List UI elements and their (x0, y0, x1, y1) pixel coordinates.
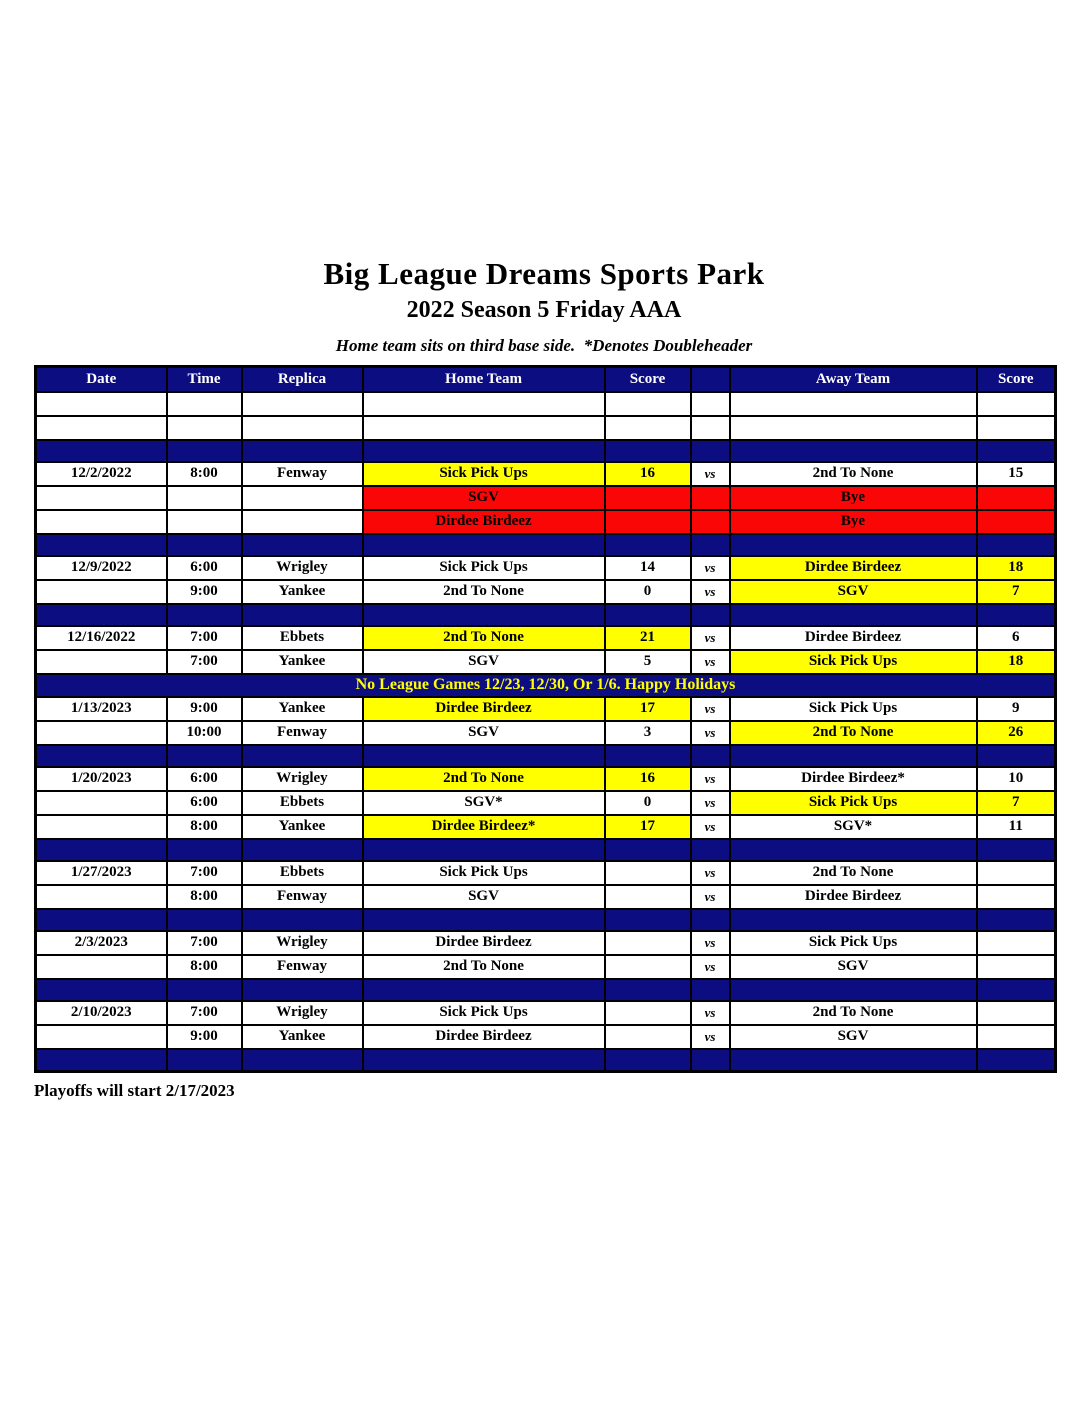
home-score-cell (605, 1001, 691, 1025)
cell (605, 416, 691, 440)
cell (730, 440, 977, 462)
header-row (36, 366, 1056, 392)
home-score-cell (605, 486, 691, 510)
date-cell (36, 1025, 167, 1049)
cell (691, 979, 730, 1001)
vs-cell: vs (691, 721, 730, 745)
blank-row (36, 416, 1056, 440)
date-cell: 12/2/2022 (36, 462, 167, 486)
cell (605, 839, 691, 861)
vs-cell (691, 510, 730, 534)
cell (691, 392, 730, 416)
replica-cell: Yankee (242, 580, 363, 604)
away-score-cell (977, 1025, 1056, 1049)
cell (730, 839, 977, 861)
date-cell: 12/9/2022 (36, 556, 167, 580)
vs-cell: vs (691, 931, 730, 955)
date-cell: 1/20/2023 (36, 767, 167, 791)
time-cell: 8:00 (167, 885, 242, 909)
schedule-table (34, 365, 1057, 1073)
cell (605, 534, 691, 556)
cell (242, 1049, 363, 1072)
separator-row (36, 909, 1056, 931)
cell (36, 392, 167, 416)
cell (977, 839, 1056, 861)
date-cell (36, 486, 167, 510)
cell (363, 1049, 605, 1072)
cell (242, 745, 363, 767)
home-score-cell: 0 (605, 791, 691, 815)
date-cell: 1/13/2023 (36, 697, 167, 721)
away-score-cell (977, 1001, 1056, 1025)
replica-cell: Yankee (242, 1025, 363, 1049)
replica-cell: Ebbets (242, 861, 363, 885)
away-score-cell: 7 (977, 580, 1056, 604)
cell (242, 979, 363, 1001)
home-team-cell: Dirdee Birdeez (363, 697, 605, 721)
blank-row (36, 392, 1056, 416)
cell (977, 745, 1056, 767)
cell (605, 440, 691, 462)
time-cell: 10:00 (167, 721, 242, 745)
date-cell: 1/27/2023 (36, 861, 167, 885)
away-team-cell: SGV (730, 1025, 977, 1049)
time-cell: 8:00 (167, 815, 242, 839)
cell (242, 440, 363, 462)
time-cell: 7:00 (167, 861, 242, 885)
time-cell: 6:00 (167, 791, 242, 815)
replica-cell (242, 486, 363, 510)
home-score-cell (605, 885, 691, 909)
cell (36, 979, 167, 1001)
away-score-cell: 18 (977, 556, 1056, 580)
replica-cell: Wrigley (242, 931, 363, 955)
cell (167, 392, 242, 416)
page-title: Big League Dreams Sports Park (323, 256, 765, 291)
cell (242, 839, 363, 861)
away-team-cell: 2nd To None (730, 462, 977, 486)
away-team-cell: 2nd To None (730, 721, 977, 745)
vs-cell: vs (691, 955, 730, 979)
game-row (36, 791, 1056, 815)
cell (167, 416, 242, 440)
cell (167, 839, 242, 861)
cell (730, 909, 977, 931)
cell (36, 440, 167, 462)
vs-cell: vs (691, 1025, 730, 1049)
cell (167, 745, 242, 767)
vs-cell: vs (691, 815, 730, 839)
home-score-cell: 17 (605, 697, 691, 721)
cell (36, 745, 167, 767)
cell (730, 979, 977, 1001)
home-team-cell: 2nd To None (363, 767, 605, 791)
column-header-score: Score (605, 366, 691, 392)
cell (36, 839, 167, 861)
column-header-score: Score (977, 366, 1056, 392)
vs-cell: vs (691, 861, 730, 885)
vs-cell (691, 486, 730, 510)
vs-cell: vs (691, 650, 730, 674)
cell (36, 604, 167, 626)
separator-row (36, 839, 1056, 861)
cell (605, 745, 691, 767)
cell (691, 440, 730, 462)
season-subtitle: 2022 Season 5 Friday AAA (406, 296, 682, 323)
cell (363, 839, 605, 861)
date-cell (36, 791, 167, 815)
date-cell: 12/16/2022 (36, 626, 167, 650)
separator-row (36, 440, 1056, 462)
game-row (36, 510, 1056, 534)
home-score-cell (605, 1025, 691, 1049)
cell (167, 440, 242, 462)
cell (167, 604, 242, 626)
cell (977, 979, 1056, 1001)
home-team-cell: 2nd To None (363, 580, 605, 604)
game-row (36, 626, 1056, 650)
away-team-cell: Dirdee Birdeez* (730, 767, 977, 791)
vs-cell: vs (691, 791, 730, 815)
home-score-cell: 5 (605, 650, 691, 674)
cell (167, 1049, 242, 1072)
cell (977, 604, 1056, 626)
cell (977, 392, 1056, 416)
game-row (36, 1001, 1056, 1025)
home-team-cell: SGV* (363, 791, 605, 815)
date-cell: 2/3/2023 (36, 931, 167, 955)
cell (242, 909, 363, 931)
cell (691, 909, 730, 931)
game-row (36, 556, 1056, 580)
home-team-cell: Dirdee Birdeez* (363, 815, 605, 839)
home-score-cell (605, 861, 691, 885)
game-row (36, 697, 1056, 721)
cell (730, 1049, 977, 1072)
home-team-cell: SGV (363, 486, 605, 510)
date-cell: 2/10/2023 (36, 1001, 167, 1025)
column-header-replica: Replica (242, 366, 363, 392)
cell (730, 392, 977, 416)
away-team-cell: SGV (730, 580, 977, 604)
away-score-cell: 6 (977, 626, 1056, 650)
cell (242, 416, 363, 440)
replica-cell: Fenway (242, 462, 363, 486)
home-team-cell: SGV (363, 650, 605, 674)
time-cell: 9:00 (167, 1025, 242, 1049)
cell (36, 1049, 167, 1072)
cell (363, 604, 605, 626)
separator-row (36, 979, 1056, 1001)
cell (730, 416, 977, 440)
home-score-cell (605, 510, 691, 534)
cell (242, 534, 363, 556)
game-row (36, 650, 1056, 674)
cell (691, 604, 730, 626)
vs-cell: vs (691, 885, 730, 909)
vs-cell: vs (691, 626, 730, 650)
away-team-cell: SGV (730, 955, 977, 979)
home-score-cell: 16 (605, 767, 691, 791)
date-cell (36, 815, 167, 839)
replica-cell: Wrigley (242, 556, 363, 580)
cell (167, 979, 242, 1001)
away-score-cell (977, 510, 1056, 534)
away-team-cell: Bye (730, 486, 977, 510)
time-cell: 8:00 (167, 462, 242, 486)
cell (691, 839, 730, 861)
separator-row (36, 1049, 1056, 1072)
column-header-date: Date (36, 366, 167, 392)
game-row (36, 815, 1056, 839)
game-row (36, 721, 1056, 745)
date-cell (36, 510, 167, 534)
home-team-cell: Dirdee Birdeez (363, 510, 605, 534)
page-header (0, 0, 1088, 356)
cell (730, 534, 977, 556)
table-header (36, 366, 1056, 392)
time-cell: 6:00 (167, 767, 242, 791)
home-team-cell: Sick Pick Ups (363, 861, 605, 885)
column-header-home-team: Home Team (363, 366, 605, 392)
away-team-cell: Sick Pick Ups (730, 931, 977, 955)
away-score-cell (977, 955, 1056, 979)
game-row (36, 462, 1056, 486)
game-row (36, 955, 1056, 979)
game-row (36, 931, 1056, 955)
replica-cell: Wrigley (242, 1001, 363, 1025)
cell (605, 909, 691, 931)
away-score-cell: 9 (977, 697, 1056, 721)
home-team-cell: Sick Pick Ups (363, 556, 605, 580)
away-score-cell: 26 (977, 721, 1056, 745)
replica-cell: Fenway (242, 721, 363, 745)
time-cell: 9:00 (167, 697, 242, 721)
home-score-cell: 17 (605, 815, 691, 839)
replica-cell: Fenway (242, 885, 363, 909)
time-cell (167, 510, 242, 534)
vs-cell: vs (691, 767, 730, 791)
cell (691, 1049, 730, 1072)
cell (977, 1049, 1056, 1072)
home-team-cell: Dirdee Birdeez (363, 931, 605, 955)
away-score-cell: 7 (977, 791, 1056, 815)
away-team-cell: Dirdee Birdeez (730, 556, 977, 580)
cell (977, 440, 1056, 462)
home-team-note: Home team sits on third base side. *Denotes Doubleheader (335, 335, 753, 355)
away-team-cell: Dirdee Birdeez (730, 885, 977, 909)
vs-cell: vs (691, 580, 730, 604)
away-score-cell: 10 (977, 767, 1056, 791)
replica-cell: Yankee (242, 650, 363, 674)
vs-cell: vs (691, 697, 730, 721)
home-team-cell: SGV (363, 885, 605, 909)
cell (977, 416, 1056, 440)
column-header-vs (691, 366, 730, 392)
game-row (36, 885, 1056, 909)
game-row (36, 861, 1056, 885)
cell (167, 534, 242, 556)
away-score-cell (977, 931, 1056, 955)
home-score-cell: 16 (605, 462, 691, 486)
cell (363, 909, 605, 931)
away-score-cell (977, 885, 1056, 909)
game-row (36, 580, 1056, 604)
column-header-away-team: Away Team (730, 366, 977, 392)
replica-cell: Wrigley (242, 767, 363, 791)
cell (363, 392, 605, 416)
home-team-cell: Sick Pick Ups (363, 1001, 605, 1025)
cell (977, 909, 1056, 931)
cell (605, 392, 691, 416)
time-cell (167, 486, 242, 510)
vs-cell: vs (691, 556, 730, 580)
date-cell (36, 955, 167, 979)
time-cell: 9:00 (167, 580, 242, 604)
replica-cell: Yankee (242, 697, 363, 721)
holiday-notice-row (36, 674, 1056, 697)
away-score-cell: 11 (977, 815, 1056, 839)
separator-row (36, 604, 1056, 626)
home-score-cell (605, 955, 691, 979)
cell (605, 604, 691, 626)
away-team-cell: Dirdee Birdeez (730, 626, 977, 650)
away-score-cell (977, 861, 1056, 885)
time-cell: 7:00 (167, 626, 242, 650)
vs-cell: vs (691, 462, 730, 486)
date-cell (36, 885, 167, 909)
away-team-cell: Bye (730, 510, 977, 534)
time-cell: 6:00 (167, 556, 242, 580)
cell (363, 979, 605, 1001)
away-team-cell: Sick Pick Ups (730, 697, 977, 721)
cell (605, 979, 691, 1001)
cell (691, 416, 730, 440)
cell (36, 416, 167, 440)
cell (242, 392, 363, 416)
separator-row (36, 534, 1056, 556)
playoffs-note: Playoffs will start 2/17/2023 (34, 1080, 235, 1100)
cell (242, 604, 363, 626)
time-cell: 7:00 (167, 1001, 242, 1025)
table-body (36, 392, 1056, 1072)
game-row (36, 486, 1056, 510)
game-row (36, 1025, 1056, 1049)
date-cell (36, 721, 167, 745)
cell (605, 1049, 691, 1072)
cell (977, 534, 1056, 556)
replica-cell: Ebbets (242, 791, 363, 815)
cell (36, 534, 167, 556)
cell (36, 909, 167, 931)
cell (363, 745, 605, 767)
away-team-cell: 2nd To None (730, 1001, 977, 1025)
time-cell: 7:00 (167, 650, 242, 674)
home-team-cell: 2nd To None (363, 955, 605, 979)
cell (730, 745, 977, 767)
away-score-cell: 15 (977, 462, 1056, 486)
home-score-cell: 0 (605, 580, 691, 604)
vs-cell: vs (691, 1001, 730, 1025)
replica-cell: Yankee (242, 815, 363, 839)
away-team-cell: 2nd To None (730, 861, 977, 885)
away-score-cell (977, 486, 1056, 510)
cell (730, 604, 977, 626)
home-team-cell: Sick Pick Ups (363, 462, 605, 486)
home-team-cell: 2nd To None (363, 626, 605, 650)
time-cell: 8:00 (167, 955, 242, 979)
cell (691, 534, 730, 556)
time-cell: 7:00 (167, 931, 242, 955)
replica-cell: Ebbets (242, 626, 363, 650)
date-cell (36, 580, 167, 604)
away-team-cell: Sick Pick Ups (730, 791, 977, 815)
cell (363, 534, 605, 556)
home-score-cell (605, 931, 691, 955)
column-header-time: Time (167, 366, 242, 392)
home-team-cell: SGV (363, 721, 605, 745)
cell (691, 745, 730, 767)
home-score-cell: 14 (605, 556, 691, 580)
home-team-cell: Dirdee Birdeez (363, 1025, 605, 1049)
away-score-cell: 18 (977, 650, 1056, 674)
date-cell (36, 650, 167, 674)
home-score-cell: 3 (605, 721, 691, 745)
away-team-cell: SGV* (730, 815, 977, 839)
away-team-cell: Sick Pick Ups (730, 650, 977, 674)
cell (363, 416, 605, 440)
cell (363, 440, 605, 462)
cell (167, 909, 242, 931)
game-row (36, 767, 1056, 791)
replica-cell (242, 510, 363, 534)
replica-cell: Fenway (242, 955, 363, 979)
holiday-notice-cell: No League Games 12/23, 12/30, Or 1/6. Happy Holidays (36, 674, 1056, 697)
separator-row (36, 745, 1056, 767)
home-score-cell: 21 (605, 626, 691, 650)
